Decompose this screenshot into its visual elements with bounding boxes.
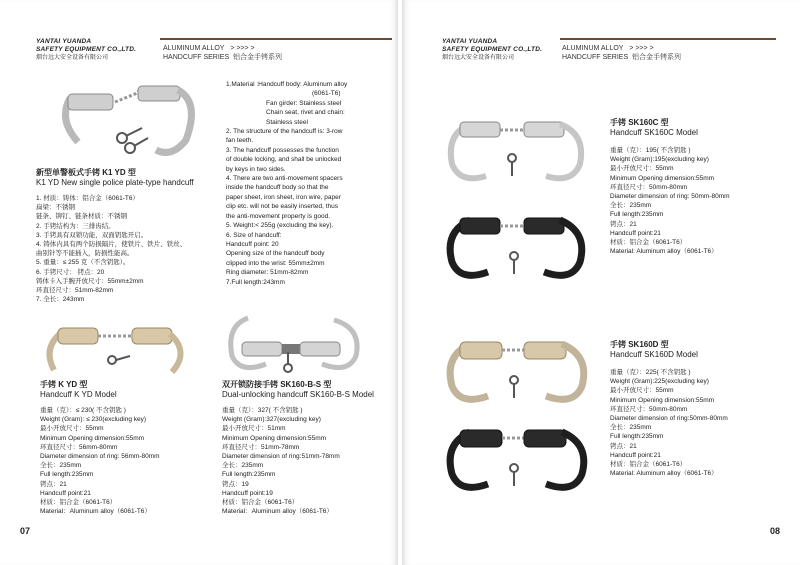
series-sub-en: HANDCUFF SERIES <box>163 54 230 61</box>
en-line: clip etc. will not be easily inserted, thus <box>226 203 338 211</box>
series-header-left <box>163 44 282 62</box>
spec-line: Full length:235mm <box>40 471 94 479</box>
sk160bs-title-en: Dual-unlocking handcuff SK160-B-S Model <box>222 390 374 399</box>
en-line: Ring diameter: 51mm-82mm <box>226 269 309 277</box>
en-line: fan teeth. <box>226 137 254 145</box>
spec-line: Minimum Opening dimension:55mm <box>40 434 145 442</box>
spec-line: 材质：铝合金（6061-T6） <box>610 461 687 469</box>
header-bar <box>160 38 392 40</box>
en-line: Opening size of the handcuff body <box>226 250 325 258</box>
spec-line: Weight (Gram):327(excluding key) <box>222 416 321 424</box>
sk160bs-handcuff-image <box>222 312 372 378</box>
sk160d-specs <box>610 368 728 478</box>
spec-line: Handcuff point:21 <box>610 229 661 237</box>
k1yd-specs-cn <box>36 194 186 304</box>
spec-line: 3. 手铐具有双锁功能，双面钥匙开启。 <box>36 231 148 239</box>
k1yd-title-en: K1 YD New single police plate-type handcuff <box>36 178 194 187</box>
spec-line: 铐点：21 <box>40 480 67 488</box>
k1yd-handcuff-image <box>60 80 210 170</box>
spec-line: 1. 材质：铸体：铝合金（6061-T6） <box>36 195 139 202</box>
sk160d-gold-image <box>442 336 592 410</box>
series-en: ALUMINUM ALLOY <box>163 45 225 52</box>
spec-line: Handcuff point:21 <box>40 489 91 497</box>
en-line: 6. Size of handcuff: <box>226 231 282 239</box>
right-page <box>402 0 800 565</box>
spec-line: 6. 手铐尺寸： 铐点：20 <box>36 268 105 276</box>
en-line: 2. The structure of the handcuff is: 3-row <box>226 128 343 136</box>
sk160d-title-block <box>610 340 698 360</box>
company-block-left <box>36 38 136 62</box>
en-line: 5. Weight:< 255g (excluding the key). <box>226 222 334 230</box>
spec-line: 最小开放尺寸：55mm <box>610 165 674 173</box>
series-sub-en: HANDCUFF SERIES <box>562 54 629 61</box>
sk160d-title-en: Handcuff SK160D Model <box>610 350 698 359</box>
kyd-handcuff-image <box>40 322 190 380</box>
series-header-right <box>562 44 681 62</box>
spec-line: Diameter dimension of ring:50mm-80mm <box>610 415 728 423</box>
spec-line: 重量（克）：195( 不含钥匙 ) <box>610 147 691 154</box>
en-line: of double locking, and shall be unlocked <box>226 156 342 164</box>
sk160c-silver-image <box>442 118 592 188</box>
spec-line: Material：Aluminum alloy（6061-T6） <box>222 508 333 516</box>
spec-line: 曲别针等不能插入，防损性能高。 <box>36 250 134 258</box>
spec-line: Full length:235mm <box>222 471 276 479</box>
spec-line: 最小开放尺寸：55mm <box>610 387 674 395</box>
spec-line: Minimum Opening dimension:55mm <box>610 174 715 182</box>
spec-line: Weight (Gram):195(excluding key) <box>610 156 709 164</box>
spec-line: 重量（克）：≤ 230( 不含钥匙 ) <box>40 407 126 414</box>
spec-line: Minimum Opening dimension:55mm <box>610 396 715 404</box>
spec-line: 铐点：21 <box>610 442 637 450</box>
sk160c-title-en: Handcuff SK160C Model <box>610 128 698 137</box>
spec-line: Handcuff point:19 <box>222 489 273 497</box>
spec-line: 环直径尺寸：50mm-80mm <box>610 183 688 191</box>
spec-line: 扁梁：不锈钢 <box>36 204 75 212</box>
spec-line: 铐点：19 <box>222 480 249 488</box>
spec-line: Full length:235mm <box>610 433 664 441</box>
page-number-right: 08 <box>770 526 781 536</box>
en-line: Chain seat, rivet and chain: <box>266 109 345 117</box>
spec-line: 环直径尺寸：56mm-80mm <box>40 443 118 451</box>
company-block-right <box>442 38 542 62</box>
sk160d-black-image <box>442 424 592 498</box>
spec-line: Minimum Opening dimension:55mm <box>222 434 327 442</box>
en-line: by keys in two sides. <box>226 165 286 173</box>
k1yd-specs-en <box>226 80 386 287</box>
spec-line: 全长：235mm <box>222 462 264 470</box>
kyd-specs <box>40 406 160 516</box>
spec-line: 重量（克）：225( 不含钥匙 ) <box>610 369 691 376</box>
series-arrows: > >>> > <box>629 45 654 52</box>
kyd-title-en: Handcuff K YD Model <box>40 390 117 399</box>
spec-line: 材质：铝合金（6061-T6） <box>40 499 117 507</box>
page-number-left: 07 <box>20 526 31 536</box>
en-line: (6061-T6) <box>312 90 341 98</box>
en-line: Fan girder: Stainless steel <box>266 99 342 107</box>
kyd-title-block <box>40 380 117 400</box>
sk160c-specs <box>610 146 730 256</box>
spec-line: 材质：铝合金（6061-T6） <box>222 499 299 507</box>
header-bar <box>560 38 776 40</box>
company-name-en-1: YANTAI YUANDA <box>36 38 92 45</box>
spec-line: 5. 重量：≤ 255 克（不含钥匙）。 <box>36 259 130 267</box>
spec-line: 全长：235mm <box>40 462 82 470</box>
spec-line: Material: Aluminum alloy（6061-T6） <box>610 248 718 256</box>
spec-line: Full length:235mm <box>610 211 664 219</box>
k1yd-title-cn: 新型单警板式手铐 K1 YD 型 <box>36 168 136 177</box>
spec-line: Material：Aluminum alloy（6061-T6） <box>40 508 151 516</box>
sk160bs-specs <box>222 406 340 516</box>
company-name-cn: 烟台远大安全设备有限公司 <box>36 55 109 61</box>
sk160c-title-block <box>610 118 698 138</box>
en-line: 7.Full length:243mm <box>226 278 285 286</box>
spec-line: 重量（克）：327( 不含钥匙 ) <box>222 407 303 414</box>
spec-line: Material: Aluminum alloy（6061-T6） <box>610 470 718 478</box>
en-line: paper sheet, iron sheet, iron wire, paper <box>226 193 341 201</box>
company-name-en-2: SAFETY EQUIPMENT CO.,LTD. <box>442 46 543 53</box>
series-cn: 铝合金手铐系列 <box>233 54 283 61</box>
en-line: clipped into the wrist: 55mm±2mm <box>226 259 325 267</box>
company-name-cn: 烟台远大安全设备有限公司 <box>442 55 515 61</box>
en-line: Handcuff point: 20 <box>226 240 279 248</box>
spec-line: Weight (Gram): ≤ 230(excluding key) <box>40 416 147 424</box>
sk160c-title-cn: 手铐 SK160C 型 <box>610 118 669 127</box>
series-cn: 铝合金手铐系列 <box>632 54 682 61</box>
spec-line: 4. 铸体内具有两个防损隔片，使铁片、铁片、铁丝、 <box>36 241 187 249</box>
spec-line: 7. 全长：243mm <box>36 296 85 304</box>
spec-line: 环直径尺寸：51mm-78mm <box>222 443 300 451</box>
sk160bs-title-cn: 双开锁防接手铐 SK160-B-S 型 <box>222 380 332 389</box>
en-line: 3. The handcuff possesses the function <box>226 146 339 154</box>
spec-line: 全长：235mm <box>610 424 652 432</box>
left-page <box>0 0 398 565</box>
sk160d-title-cn: 手铐 SK160D 型 <box>610 340 669 349</box>
spec-line: 链条、铆钉、链条材质：不锈钢 <box>36 213 127 221</box>
company-name-en-2: SAFETY EQUIPMENT CO.,LTD. <box>36 46 137 53</box>
spec-line: 材质：铝合金（6061-T6） <box>610 239 687 247</box>
spec-line: Handcuff point:21 <box>610 451 661 459</box>
en-line: Stainless steel <box>266 118 308 126</box>
spec-line: 最小开放尺寸：51mm <box>222 425 286 433</box>
kyd-title-cn: 手铐 K YD 型 <box>40 380 88 389</box>
en-line: 4. There are two anti-movement spacers <box>226 175 343 183</box>
spec-line: 铐点：21 <box>610 220 637 228</box>
spec-line: Diameter dimension of ring: 56mm-80mm <box>40 453 160 461</box>
spec-line: Diameter dimension of ring:51mm-78mm <box>222 453 340 461</box>
spec-line: 最小开放尺寸：55mm <box>40 425 104 433</box>
series-arrows: > >>> > <box>230 45 255 52</box>
sk160c-black-image <box>442 212 592 286</box>
sk160bs-title-block <box>222 380 374 400</box>
spec-line: 环直径尺寸：51mm-82mm <box>36 287 114 295</box>
spec-line: Weight (Gram):225(excluding key) <box>610 378 709 386</box>
en-line: 1.Material :Handcuff body: Aluminum alloy <box>226 81 348 88</box>
spec-line: Diameter dimension of ring: 50mm-80mm <box>610 193 730 201</box>
series-en: ALUMINUM ALLOY <box>562 45 624 52</box>
company-name-en-1: YANTAI YUANDA <box>442 38 498 45</box>
spec-line: 2. 手铐结构为：三排齿结。 <box>36 222 115 230</box>
en-line: the anti-movement property is good. <box>226 212 331 220</box>
en-line: inside the handcuff body so that the <box>226 184 329 192</box>
spec-line: 全长：235mm <box>610 202 652 210</box>
k1yd-title-block <box>36 168 194 188</box>
spec-line: 铸体卡入手腕开放尺寸：55mm±2mm <box>36 277 144 285</box>
spec-line: 环直径尺寸：50mm-80mm <box>610 405 688 413</box>
